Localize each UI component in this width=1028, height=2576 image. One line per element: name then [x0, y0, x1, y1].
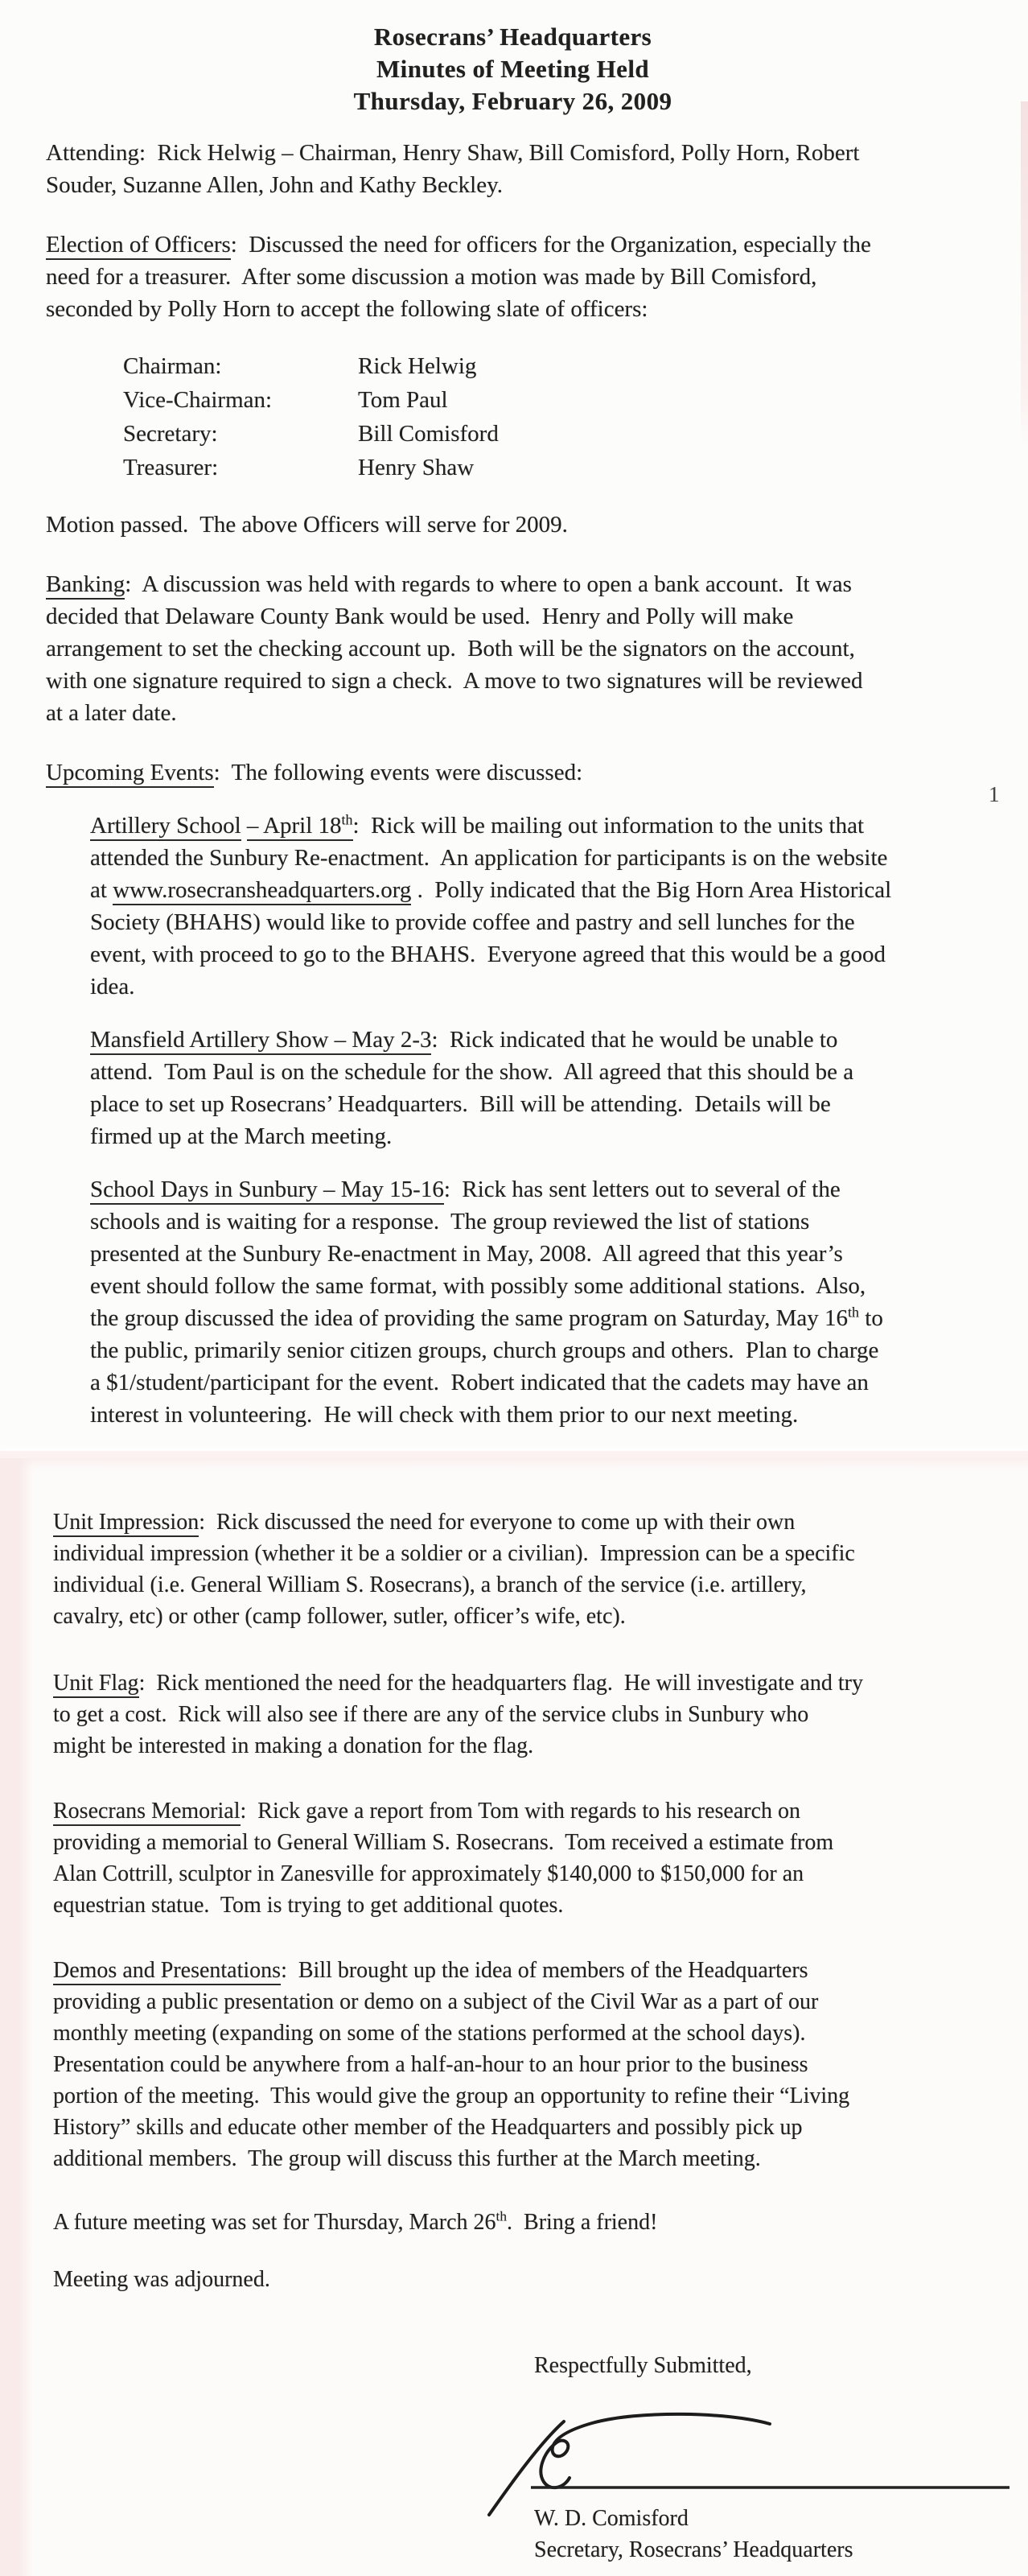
document-line: Artillery School – April 18th: Rick will be mailing out information to the units that: [90, 810, 980, 842]
officer-role-label: Treasurer:: [123, 455, 219, 480]
document-line: School Days in Sunbury – May 15-16: Rick has sent letters out to several of the: [90, 1173, 980, 1206]
signer-name: W. D. Comisford: [534, 2506, 689, 2531]
document-line: the group discussed the idea of providing the same program on Saturday, May 16th to: [90, 1304, 883, 1331]
officer-row: [123, 349, 980, 383]
motion-passed: [46, 509, 980, 541]
officer-name: Tom Paul: [358, 387, 448, 413]
document-line: providing a memorial to General William S. Rosecrans. Tom received a estimate from: [53, 1830, 834, 1855]
document-line: Unit Flag: Rick mentioned the need for the headquarters flag. He will investigate and try: [53, 1667, 996, 1699]
document-line: Upcoming Events: The following events were discussed:: [46, 756, 980, 789]
school-days: [90, 1173, 980, 1431]
document-line: Society (BHAHS) would like to provide coffee and pastry and sell lunches for the: [90, 909, 855, 935]
unit-flag: [53, 1667, 996, 1762]
document-line: attend. Tom Paul is on the schedule for the show. All agreed that this should be a: [90, 1059, 854, 1085]
document-line: with one signature required to sign a check. A move to two signatures will be reviewed: [46, 668, 863, 694]
mansfield-artillery-show: [90, 1024, 980, 1152]
underlined-text: Unit Impression: [53, 1510, 199, 1537]
document-line: Demos and Presentations: Bill brought up the idea of members of the Headquarters: [53, 1955, 996, 1986]
document-line: interest in volunteering. He will check with them prior to our next meeting.: [90, 1402, 799, 1428]
document-body-bottom: [53, 1506, 996, 2295]
document-line: decided that Delaware County Bank would be used. Henry and Polly will make: [46, 604, 794, 629]
document-line: to get a cost. Rick will also see if there are any of the service clubs in Sunbury who: [53, 1702, 809, 1727]
artillery-school: [90, 810, 980, 1003]
banking: [46, 568, 980, 729]
document-line: additional members. The group will discuss this further at the March meeting.: [53, 2146, 761, 2171]
document-body-top: [46, 137, 980, 1431]
underlined-text: Election of Officers: [46, 232, 231, 260]
document-line: Banking: A discussion was held with regards to where to open a bank account. It was: [46, 568, 980, 600]
officer-name: Rick Helwig: [358, 353, 477, 379]
signature-flourish: [541, 2414, 770, 2487]
upcoming-events: [46, 756, 980, 789]
document-line: Mansfield Artillery Show – May 2-3: Rick indicated that he would be unable to: [90, 1024, 980, 1056]
signature-descender: [489, 2421, 564, 2515]
meeting-adjourned: [53, 2264, 996, 2295]
document-line: seconded by Polly Horn to accept the following slate of officers:: [46, 296, 648, 322]
officer-row: [123, 383, 980, 417]
document-line: Election of Officers: Discussed the need for officers for the Organization, especially the: [46, 229, 980, 261]
officer-role-label: Vice-Chairman:: [123, 387, 273, 413]
document-line: providing a public presentation or demo on a subject of the Civil War as a part of our: [53, 1989, 819, 2014]
document-line: cavalry, etc) or other (camp follower, sutler, officer’s wife, etc).: [53, 1604, 626, 1629]
document-line: Motion passed. The above Officers will serve for 2009.: [46, 512, 568, 538]
document-line: event should follow the same format, with possibly some additional stations. Also,: [90, 1273, 866, 1299]
document-title-line-3: Thursday, February 26, 2009: [353, 87, 672, 115]
underlined-text: – April 18th: [247, 813, 353, 841]
document-line: presented at the Sunbury Re-enactment in May, 2008. All agreed that this year’s: [90, 1241, 843, 1267]
underlined-text: Upcoming Events: [46, 760, 214, 788]
scan-artifact-mark: 1: [989, 782, 1000, 806]
document-line: individual (i.e. General William S. Rosecrans), a branch of the service (i.e. artillery,: [53, 1572, 807, 1597]
document-line: portion of the meeting. This would give the group an opportunity to refine their “Living: [53, 2083, 850, 2108]
underlined-text: www.rosecransheadquarters.org: [113, 877, 411, 905]
underlined-text: Unit Flag: [53, 1671, 139, 1698]
document-line: at www.rosecransheadquarters.org . Polly indicated that the Big Horn Area Historical: [90, 874, 980, 906]
document-line: Rosecrans Memorial: Rick gave a report from Tom with regards to his research on: [53, 1795, 996, 1827]
document-line: a $1/student/participant for the event. Robert indicated that the cadets may have an: [90, 1370, 869, 1395]
document-line: monthly meeting (expanding on some of the stations performed at the school days).: [53, 2021, 806, 2046]
underlined-text: Demos and Presentations: [53, 1958, 281, 1985]
document-line: need for a treasurer. After some discussion a motion was made by Bill Comisford,: [46, 264, 817, 290]
officer-role-label: Chairman:: [123, 353, 222, 379]
underlined-text: Mansfield Artillery Show – May 2-3: [90, 1027, 431, 1055]
document-line: firmed up at the March meeting.: [90, 1123, 393, 1149]
officer-row: [123, 417, 980, 451]
document-line: individual impression (whether it be a soldier or a civilian). Impression can be a specific: [53, 1541, 855, 1566]
underlined-text: Artillery School: [90, 813, 241, 841]
document-line: the public, primarily senior citizen groups, church groups and others. Plan to charge: [90, 1337, 879, 1363]
document-title: [46, 21, 980, 117]
demos-and-presentations: [53, 1955, 996, 2174]
superscript: th: [495, 2208, 508, 2224]
document-line: History” skills and educate other member of the Headquarters and possibly pick up: [53, 2115, 803, 2140]
signature-block: [534, 2350, 996, 2566]
document-line: schools and is waiting for a response. The group reviewed the list of stations: [90, 1209, 810, 1234]
underlined-text: Banking: [46, 571, 125, 600]
attending: [46, 137, 980, 201]
document-line: attended the Sunbury Re-enactment. An application for participants is on the website: [90, 845, 888, 871]
document-line: Souder, Suzanne Allen, John and Kathy Beckley.: [46, 172, 503, 198]
document-title-line-1: Rosecrans’ Headquarters: [373, 23, 652, 51]
superscript: th: [848, 1304, 860, 1321]
superscript: th: [341, 811, 353, 828]
underlined-text: School Days in Sunbury – May 15-16: [90, 1177, 444, 1205]
document-line: A future meeting was set for Thursday, March 26th. Bring a friend!: [53, 2208, 658, 2235]
election-of-officers: [46, 229, 980, 325]
rosecrans-memorial: [53, 1795, 996, 1921]
page-bottom-scan-region: [0, 1458, 1028, 2576]
signer-title: Secretary, Rosecrans’ Headquarters: [534, 2537, 853, 2562]
document-line: Unit Impression: Rick discussed the need for everyone to come up with their own: [53, 1506, 996, 1538]
document-line: at a later date.: [46, 700, 177, 726]
document-line: place to set up Rosecrans’ Headquarters. Bill will be attending. Details will be: [90, 1091, 831, 1117]
scan-artifact-right-edge: [1021, 101, 1028, 447]
handwritten-signature: [470, 2388, 1017, 2520]
document-line: idea.: [90, 974, 135, 999]
officer-row: [123, 451, 980, 484]
document-line: Meeting was adjourned.: [53, 2267, 270, 2292]
underlined-text: Rosecrans Memorial: [53, 1799, 241, 1826]
future-meeting: [53, 2207, 996, 2238]
unit-impression: [53, 1506, 996, 1632]
document-line: might be interested in making a donation for the flag.: [53, 1733, 534, 1758]
document-line: Attending: Rick Helwig – Chairman, Henry Shaw, Bill Comisford, Polly Horn, Robert: [46, 140, 860, 166]
officers-list: [123, 349, 980, 484]
document-line: arrangement to set the checking account up. Both will be the signators on the account,: [46, 636, 855, 662]
document-line: Alan Cottrill, sculptor in Zanesville for approximately $140,000 to $150,000 for an: [53, 1861, 804, 1886]
document-line: Presentation could be anywhere from a half-an-hour to an hour prior to the business: [53, 2052, 808, 2077]
officer-name: Henry Shaw: [358, 455, 475, 480]
document-line: equestrian statue. Tom is trying to get additional quotes.: [53, 1893, 564, 1918]
document-line: event, with proceed to go to the BHAHS. Everyone agreed that this would be a good: [90, 942, 886, 967]
officer-role-label: Secretary:: [123, 421, 218, 447]
closing-salutation: Respectfully Submitted,: [534, 2353, 752, 2378]
document-title-line-2: Minutes of Meeting Held: [376, 55, 649, 83]
officer-name: Bill Comisford: [358, 421, 499, 447]
